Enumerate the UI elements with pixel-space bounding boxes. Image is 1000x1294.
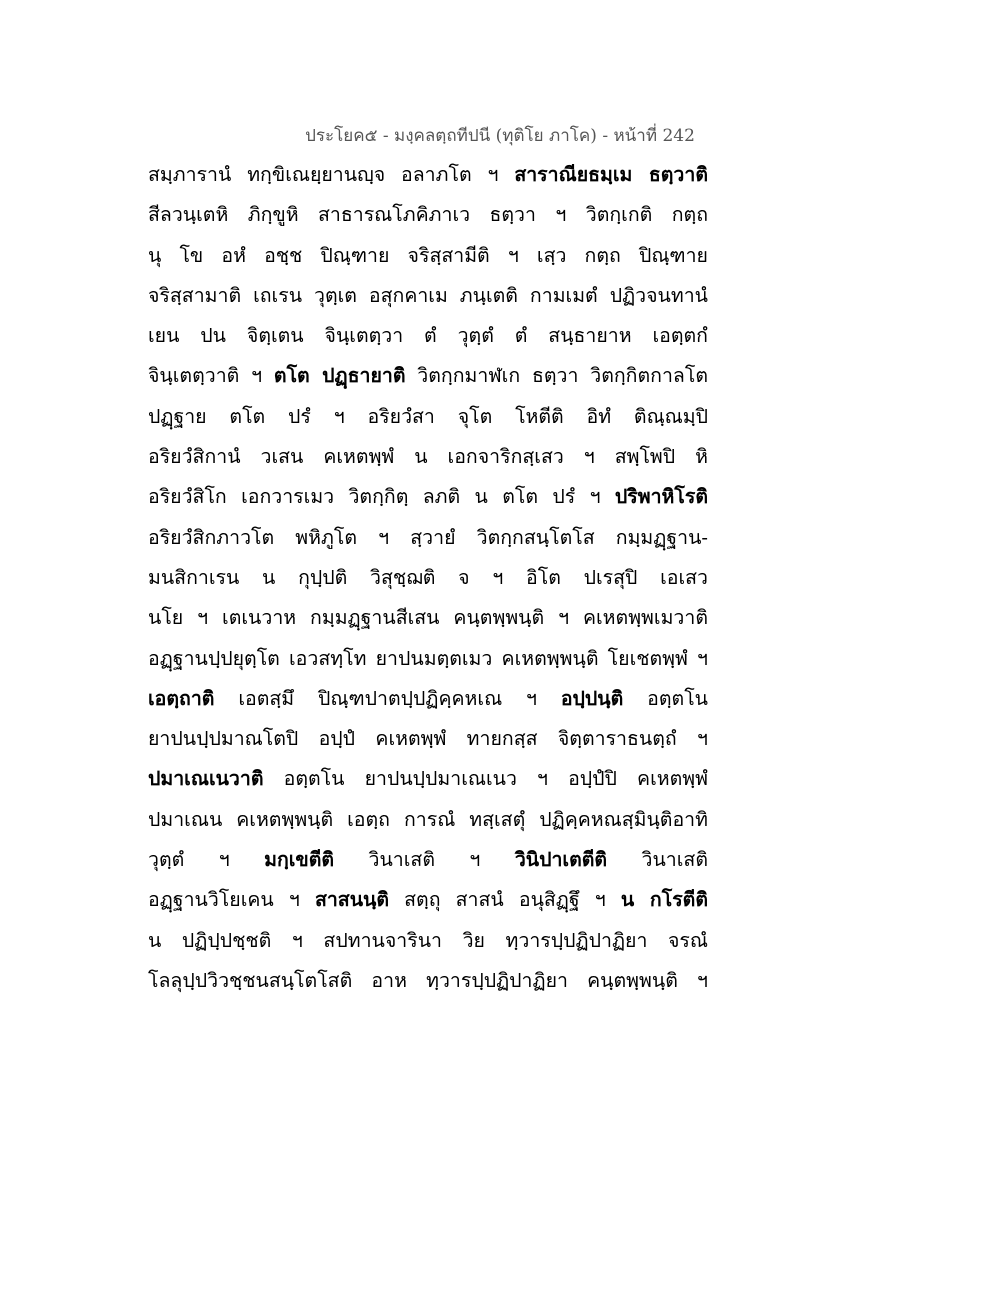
text-segment: จินฺเตตฺวาติ ฯ [148, 364, 274, 388]
text-segment: นุ โข อหํ อชฺช ปิณฺฑาย จริสฺสามีติ ฯ เสฺว กตฺถ ปิณฺฑาย [148, 243, 708, 267]
text-line [148, 437, 708, 477]
text-line [148, 800, 708, 840]
bold-term: ปมาเณเนวาติ [148, 767, 264, 791]
text-segment: มนสิกาเรน น กุปฺปติ วิสุชฺฌติ จ ฯ อิโต ปเรสุปิ เอเสว [148, 565, 708, 589]
text-line [148, 276, 708, 316]
text-line [148, 477, 708, 517]
text-segment: สีลวนฺเตหิ ภิกฺขูหิ สาธารณโภคิภาเว ธตฺวา ฯ วิตกฺเกติ กตฺถ [148, 203, 708, 227]
text-segment: อฏฺฐานปฺปยุตฺโต เอวสทฺโท ยาปนมตฺตเมว คเหตพฺพนฺติ โยเชตพฺพํ ฯ [148, 646, 708, 670]
text-line [148, 195, 708, 235]
text-line [148, 921, 708, 961]
bold-term: ปริพาหิโรติ [614, 485, 708, 509]
bold-term: อปฺปนฺติ [560, 686, 624, 710]
text-segment: ปมาเณน คเหตพฺพนฺติ เอตฺถ การณํ ทสฺเสตุํ ปฏิคฺคหณสฺมินฺติอาทิ [148, 807, 708, 831]
text-segment: วินาเสติ [607, 848, 708, 872]
text-line [148, 518, 708, 558]
text-segment: เอตสฺมึ ปิณฺฑปาตปฺปฏิคฺคหเณ ฯ [214, 686, 561, 710]
page-header: ประโยค๕ - มงฺคลตฺถทีปนี (ทุติโย ภาโค) - หน้าที่ 242 [305, 126, 695, 146]
text-line [148, 356, 708, 396]
bold-term: ตโต ปฏฺธายาติ [273, 364, 406, 388]
text-segment: อริยวํสิกานํ วเสน คเหตพฺพํ น เอกจาริกสฺเสว ฯ สพฺโพปิ หิ [148, 445, 708, 469]
bold-term: มกฺเขตีติ [264, 848, 335, 872]
text-segment: เยน ปน จิตฺเตน จินฺเตตฺวา ตํ วุตฺตํ ตํ สนฺธายาห เอตฺตกํ [148, 324, 708, 348]
text-segment: อริยวํสิกภาวโต พหิภูโต ฯ สฺวายํ วิตกฺกสนฺโตโส กมฺมฏฺฐาน- [148, 525, 708, 549]
text-segment: วินาเสติ ฯ [334, 848, 515, 872]
text-segment: น ปฏิปฺปชฺชติ ฯ สปทานจารินา วิย ทฺวารปฺปฏิปาฏิยา จรณํ [148, 928, 708, 952]
page-body [148, 155, 708, 1001]
bold-term: เอตฺถาติ [148, 686, 215, 710]
text-line [148, 558, 708, 598]
text-line [148, 880, 708, 920]
text-line [148, 719, 708, 759]
text-segment: อริยวํสิโก เอกวารเมว วิตกฺกิตฺ ลภติ น ตโต ปรํ ฯ [148, 485, 615, 509]
text-segment: นโย ฯ เตเนวาห กมฺมฏฺฐานสีเสน คนฺตพฺพนฺติ ฯ คเหตพฺพเมวาติ [148, 606, 708, 630]
text-line [148, 397, 708, 437]
bold-term: สาสนนฺติ [314, 888, 390, 912]
text-segment: ยาปนปฺปมาณโตปิ อปฺปํ คเหตพฺพํ ทายกสฺส จิตฺตาราธนตฺถํ ฯ [148, 727, 708, 751]
text-segment: ปฏฺฐาย ตโต ปรํ ฯ อริยวํสา จุโต โหตีติ อิทํ ติณฺณมฺปิ [148, 404, 708, 428]
bold-term: น กโรตีติ [620, 888, 708, 912]
text-line [148, 236, 708, 276]
text-segment: อตฺตโน [623, 686, 708, 710]
text-segment: โลลุปฺปวิวชฺชนสนฺโตโสติ อาห ทฺวารปฺปฏิปาฏิยา คนฺตพฺพนฺติ ฯ [148, 968, 708, 992]
bold-term: สาราณียธมฺเม ธตฺวาติ [514, 163, 708, 186]
text-segment: วุตฺตํ ฯ [148, 848, 265, 872]
text-segment: อตฺตโน ยาปนปฺปมาเณเนว ฯ อปฺปํปิ คเหตพฺพํ [263, 767, 708, 791]
text-line [148, 639, 708, 679]
text-segment: อฏฺฐานวิโยเคน ฯ [148, 888, 315, 912]
text-line [148, 679, 708, 719]
text-segment: วิตกฺกมาฬเก ธตฺวา วิตกฺกิตกาลโต [405, 364, 708, 388]
text-segment: จริสฺสามาติ เถเรน วุตฺเต อสุกคาเม ภนฺเตติ กามเมตํ ปฏิวจนทานํ [148, 283, 708, 307]
text-segment: สมฺภารานํ ทกฺขิเณยฺยานญฺจ อลาภโต ฯ [148, 163, 515, 186]
text-line [148, 759, 708, 799]
text-line [148, 598, 708, 638]
text-line [148, 155, 708, 195]
text-line [148, 840, 708, 880]
bold-term: วินิปาเตตีติ [514, 848, 608, 872]
text-segment: สตฺถุ สาสนํ อนุสิฏฺฐึ ฯ [389, 888, 621, 912]
text-line [148, 961, 708, 1001]
text-line [148, 316, 708, 356]
